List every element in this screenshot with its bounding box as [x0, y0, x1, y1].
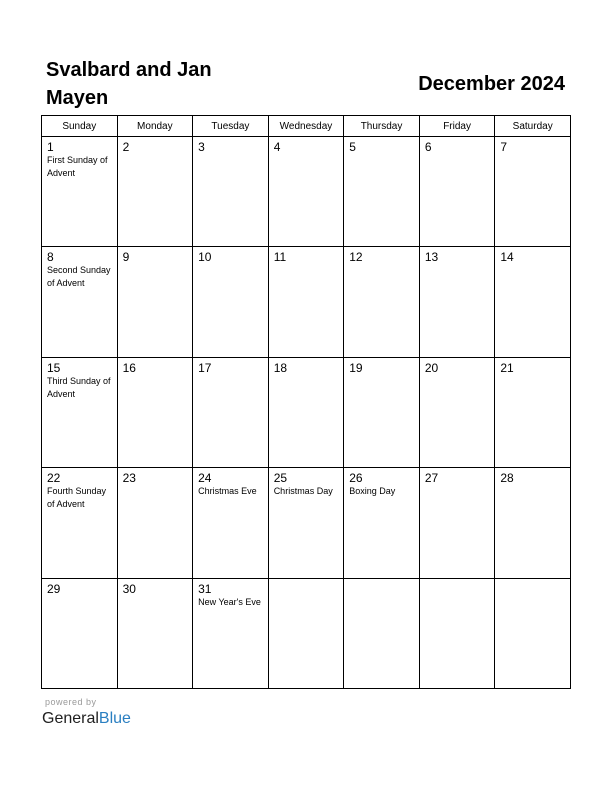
calendar-day-cell[interactable]	[344, 468, 420, 578]
calendar-day-cell[interactable]	[117, 357, 193, 467]
day-number: 18	[273, 360, 288, 375]
day-number: 15	[47, 360, 61, 375]
calendar-month-title: December 2024	[418, 73, 565, 95]
powered-by-label: powered by	[45, 697, 97, 707]
day-number: 14	[500, 250, 514, 265]
calendar-day-cell[interactable]	[419, 468, 495, 578]
footer	[42, 697, 131, 729]
calendar-day-cell[interactable]	[344, 137, 420, 247]
day-number: 7	[500, 140, 508, 154]
day-number: 13	[424, 250, 439, 265]
day-number: 22	[47, 471, 61, 486]
calendar-cell-content	[495, 137, 570, 154]
calendar-cell-content	[42, 579, 117, 596]
day-number: 8	[47, 250, 54, 265]
calendar-day-cell[interactable]	[42, 468, 118, 578]
weekday-header-tuesday: Tuesday	[193, 116, 269, 137]
weekday-header-friday: Friday	[419, 116, 495, 137]
weekday-header-row	[42, 116, 571, 137]
calendar-cell-content	[118, 358, 193, 375]
calendar-cell-content	[269, 579, 344, 582]
calendar-day-cell[interactable]	[42, 357, 118, 467]
calendar-day-cell[interactable]	[42, 578, 118, 688]
calendar-cell-content	[344, 468, 419, 498]
calendar-cell-content	[118, 247, 193, 264]
calendar-day-cell[interactable]	[193, 468, 269, 578]
calendar-cell-content	[269, 137, 344, 154]
brand-general-text: General	[42, 710, 99, 727]
calendar-cell-content	[193, 137, 268, 154]
day-number: 23	[122, 471, 136, 486]
calendar-day-cell[interactable]	[193, 137, 269, 247]
weekday-header-thursday: Thursday	[344, 116, 420, 137]
calendar-empty-cell	[495, 578, 571, 688]
calendar-country-title: Svalbard and Jan Mayen	[46, 59, 212, 109]
day-number: 24	[198, 471, 212, 486]
calendar-day-cell[interactable]	[344, 247, 420, 357]
day-number: 25	[273, 471, 288, 486]
day-number: 19	[349, 360, 363, 375]
calendar-day-cell[interactable]	[268, 247, 344, 357]
calendar-empty-cell	[419, 578, 495, 688]
calendar-day-cell[interactable]	[117, 578, 193, 688]
calendar-cell-content	[344, 358, 419, 375]
calendar-cell-content	[118, 137, 193, 154]
calendar-empty-cell	[344, 578, 420, 688]
holiday-label: New Year's Eve	[198, 596, 261, 607]
calendar-day-cell[interactable]	[495, 468, 571, 578]
calendar-day-cell[interactable]	[117, 137, 193, 247]
day-number: 3	[198, 140, 205, 154]
calendar-day-cell[interactable]	[117, 468, 193, 578]
calendar-day-cell[interactable]	[419, 247, 495, 357]
calendar-cell-content	[193, 468, 268, 498]
holiday-label: Third Sunday of Advent	[47, 375, 111, 399]
weekday-header-saturday: Saturday	[495, 116, 571, 137]
calendar-cell-content	[42, 137, 117, 180]
day-number: 10	[198, 250, 212, 265]
calendar-day-cell[interactable]	[495, 137, 571, 247]
day-number: 6	[424, 140, 432, 154]
calendar-cell-content	[420, 137, 495, 154]
day-number: 1	[47, 140, 54, 154]
day-number: 30	[122, 581, 136, 596]
calendar-cell-content	[495, 579, 570, 582]
calendar-grid	[41, 115, 571, 689]
weekday-header-sunday: Sunday	[42, 116, 118, 137]
calendar-cell-content	[495, 468, 570, 485]
calendar-cell-content	[420, 579, 495, 582]
calendar-week-row	[42, 247, 571, 357]
calendar-cell-content	[118, 579, 193, 596]
calendar-day-cell[interactable]	[193, 247, 269, 357]
calendar-day-cell[interactable]	[344, 357, 420, 467]
day-number: 16	[122, 360, 136, 375]
holiday-label: Boxing Day	[349, 486, 396, 497]
calendar-cell-content	[118, 468, 193, 485]
calendar-day-cell[interactable]	[495, 247, 571, 357]
calendar-cell-content	[420, 468, 495, 485]
day-number: 5	[349, 140, 356, 154]
calendar-day-cell[interactable]	[268, 357, 344, 467]
day-number: 26	[349, 471, 363, 486]
calendar-week-row	[42, 357, 571, 467]
brand-logo[interactable]	[42, 709, 131, 729]
day-number: 4	[273, 140, 281, 154]
day-number: 20	[424, 360, 439, 375]
day-number: 2	[122, 140, 130, 154]
calendar-cell-content	[42, 358, 117, 401]
holiday-label: Christmas Day	[273, 486, 333, 497]
calendar-cell-content	[420, 247, 495, 264]
calendar-cell-content	[42, 247, 117, 290]
calendar-day-cell[interactable]	[42, 247, 118, 357]
calendar-cell-content	[193, 247, 268, 264]
calendar-cell-content	[495, 247, 570, 264]
calendar-cell-content	[344, 579, 419, 582]
calendar-day-cell[interactable]	[419, 357, 495, 467]
calendar-cell-content	[344, 137, 419, 154]
holiday-label: Second Sunday of Advent	[47, 265, 111, 289]
calendar-cell-content	[193, 358, 268, 375]
calendar-day-cell[interactable]	[117, 247, 193, 357]
calendar-body	[42, 137, 571, 689]
calendar-day-cell[interactable]	[193, 578, 269, 688]
holiday-label: Fourth Sunday of Advent	[47, 486, 107, 510]
calendar-cell-content	[344, 247, 419, 264]
day-number: 29	[47, 581, 61, 596]
weekday-header-wednesday: Wednesday	[268, 116, 344, 137]
calendar-cell-content	[269, 468, 344, 498]
holiday-label: First Sunday of Advent	[47, 155, 108, 178]
calendar-day-cell[interactable]	[193, 357, 269, 467]
day-number: 17	[198, 360, 212, 375]
calendar-week-row	[42, 468, 571, 578]
calendar-cell-content	[269, 247, 344, 264]
calendar-day-cell[interactable]	[42, 137, 118, 247]
day-number: 12	[349, 250, 363, 265]
calendar-day-cell[interactable]	[268, 468, 344, 578]
calendar-day-cell[interactable]	[268, 137, 344, 247]
day-number: 21	[500, 360, 514, 375]
calendar-day-cell[interactable]	[419, 137, 495, 247]
calendar-empty-cell	[268, 578, 344, 688]
day-number: 9	[122, 250, 130, 265]
calendar-cell-content	[420, 358, 495, 375]
day-number: 28	[500, 471, 514, 486]
calendar-day-cell[interactable]	[495, 357, 571, 467]
day-number: 27	[424, 471, 439, 486]
calendar-cell-content	[269, 358, 344, 375]
day-number: 11	[273, 250, 287, 265]
calendar-week-row	[42, 137, 571, 247]
brand-blue-text: Blue	[98, 710, 131, 727]
weekday-header-monday: Monday	[117, 116, 193, 137]
calendar-week-row	[42, 578, 571, 688]
day-number: 31	[198, 581, 212, 596]
calendar-cell-content	[495, 358, 570, 375]
calendar-cell-content	[42, 468, 117, 511]
holiday-label: Christmas Eve	[198, 486, 257, 497]
calendar-cell-content	[193, 579, 268, 609]
